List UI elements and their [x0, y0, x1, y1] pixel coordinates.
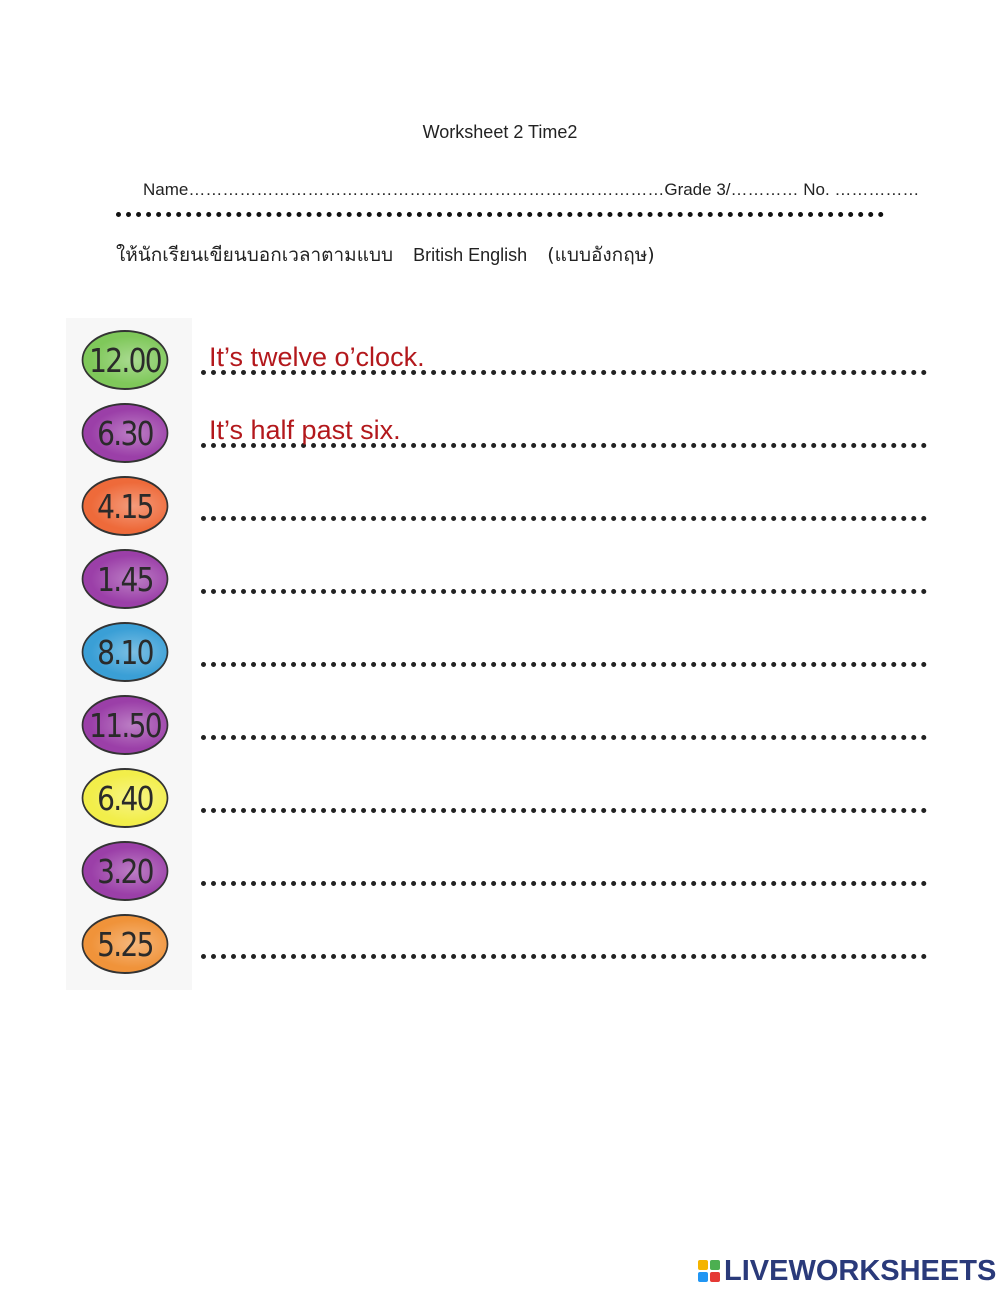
time-badge: 6.40 — [82, 768, 169, 828]
answer-row — [0, 476, 1000, 546]
answer-row — [0, 549, 1000, 619]
answer-text[interactable]: It’s half past six. — [209, 415, 401, 445]
logo-square — [710, 1272, 720, 1282]
answer-dotted-line[interactable] — [201, 662, 927, 667]
answer-row — [0, 695, 1000, 765]
liveworksheets-logo — [698, 1254, 996, 1288]
instruction-thai-note: (แบบอังกฤษ) — [547, 244, 655, 266]
worksheet-title: Worksheet 2 Time2 — [422, 122, 578, 142]
answer-dotted-line[interactable] — [201, 881, 927, 886]
answer-dotted-line[interactable] — [201, 954, 927, 959]
answer-dotted-line[interactable] — [201, 735, 927, 740]
instruction-thai: ให้นักเรียนเขียนบอกเวลาตามแบบ — [116, 244, 394, 266]
answer-dotted-line[interactable] — [201, 589, 927, 594]
answer-row — [0, 403, 1000, 473]
answer-row — [0, 841, 1000, 911]
instruction — [116, 240, 655, 270]
name-grade-line: Name…………………………………………………………………………Grade 3/………… No. …………… — [143, 180, 920, 199]
logo-square — [698, 1260, 708, 1270]
time-badge: 4.15 — [82, 476, 169, 536]
time-badge: 11.50 — [82, 695, 169, 755]
time-badge: 3.20 — [82, 841, 169, 901]
answer-dotted-line[interactable] — [201, 516, 927, 521]
logo-square — [698, 1272, 708, 1282]
time-badge: 6.30 — [82, 403, 169, 463]
logo-square — [710, 1260, 720, 1270]
time-badge: 5.25 — [82, 914, 169, 974]
logo-text: LIVEWORKSHEETS — [724, 1254, 997, 1287]
logo-icon — [698, 1260, 720, 1282]
answer-row — [0, 622, 1000, 692]
instruction-english: British English — [413, 245, 528, 265]
answer-text[interactable]: It’s twelve o’clock. — [209, 342, 425, 372]
answer-dotted-line[interactable] — [201, 808, 927, 813]
answer-row — [0, 914, 1000, 984]
time-badge: 12.00 — [82, 330, 169, 390]
answer-row — [0, 768, 1000, 838]
time-badge: 8.10 — [82, 622, 169, 682]
answer-row — [0, 330, 1000, 400]
dotted-divider — [116, 212, 884, 217]
time-badge: 1.45 — [82, 549, 169, 609]
